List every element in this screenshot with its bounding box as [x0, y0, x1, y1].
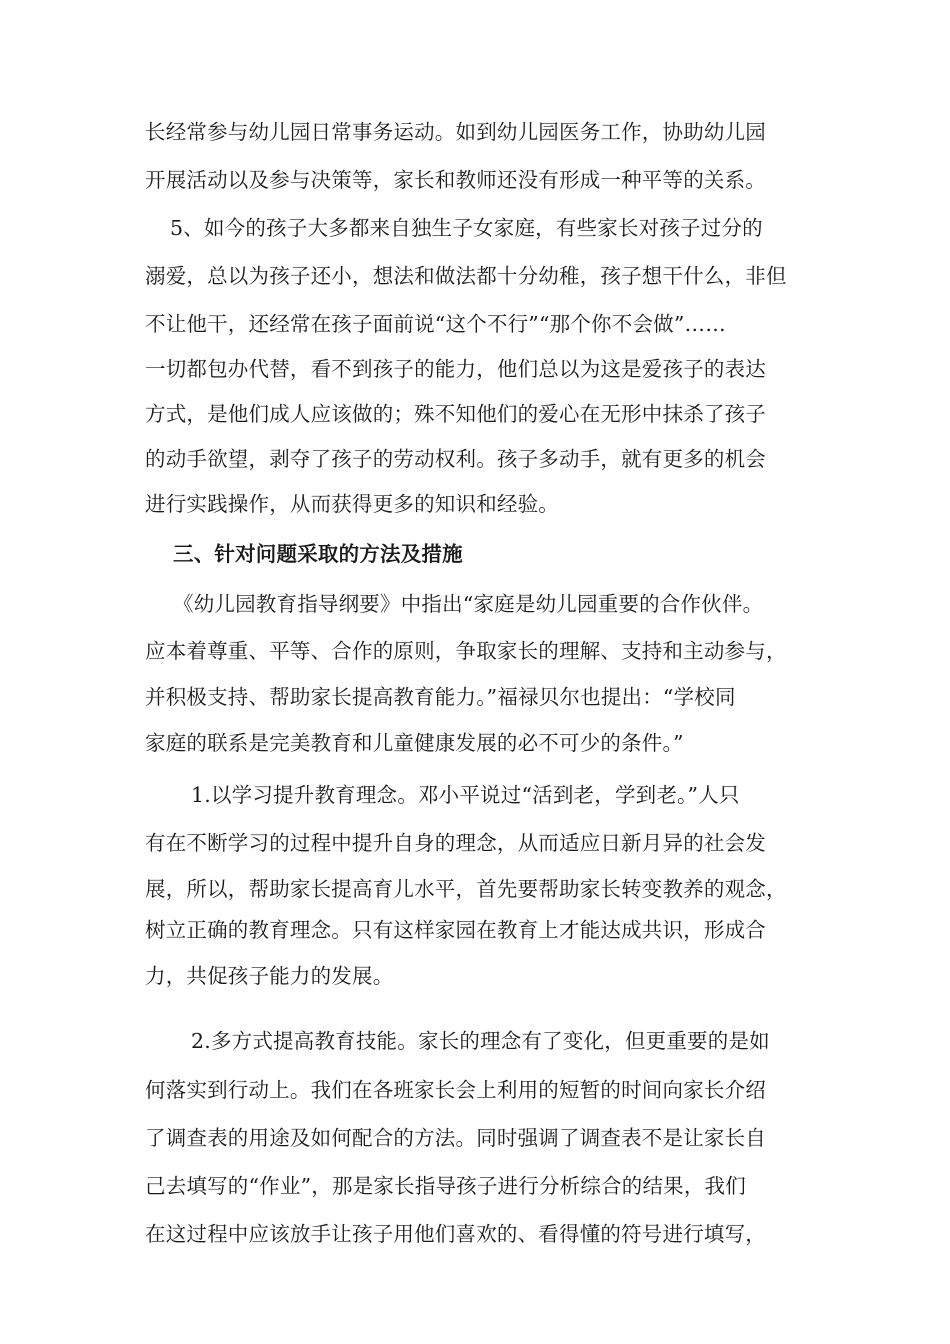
text-line: 方式，是他们成人应该做的；殊不知他们的爱心在无形中抹杀了孩子	[145, 402, 766, 426]
paragraph-5-start: 5、如今的孩子大多都来自独生子女家庭，有些家长对孩子过分的	[170, 216, 763, 240]
text-line: 有在不断学习的过程中提升自身的理念，从而适应日新月异的社会发	[145, 831, 766, 855]
text-line: 了调查表的用途及如何配合的方法。同时强调了调查表不是让家长自	[145, 1126, 766, 1150]
text-line: 进行实践操作，从而获得更多的知识和经验。	[145, 492, 559, 516]
text-line: 展，所以，帮助家长提高育儿水平，首先要帮助家长转变教养的观念，	[145, 877, 787, 901]
item-1-start: 1.以学习提升教育理念。邓小平说过“活到老，学到老。”人只	[191, 783, 740, 807]
text-line: 的动手欲望，剥夺了孩子的劳动权利。孩子多动手，就有更多的机会	[145, 447, 766, 471]
text-line: 应本着尊重、平等、合作的原则，争取家长的理解、支持和主动参与，	[145, 639, 787, 663]
text-line: 不让他干，还经常在孩子面前说“这个不行”“那个你不会做”……	[145, 312, 726, 336]
item-2-start: 2.多方式提高教育技能。家长的理念有了变化，但更重要的是如	[191, 1029, 770, 1053]
text-line: 何落实到行动上。我们在各班家长会上利用的短暂的时间向家长介绍	[145, 1078, 766, 1102]
text-line: 溺爱，总以为孩子还小，想法和做法都十分幼稚，孩子想干什么，非但	[145, 264, 787, 288]
section-heading: 三、针对问题采取的方法及措施	[173, 542, 463, 566]
text-line: 一切都包办代替，看不到孩子的能力，他们总以为这是爱孩子的表达	[145, 357, 766, 381]
text-line: 树立正确的教育理念。只有这样家园在教育上才能达成共识，形成合	[145, 918, 766, 942]
text-line: 己去填写的“作业”，那是家长指导孩子进行分析综合的结果，我们	[145, 1174, 746, 1198]
text-line: 家庭的联系是完美教育和儿童健康发展的必不可少的条件。”	[145, 731, 684, 755]
text-line: 并积极支持、帮助家长提高教育能力。”福禄贝尔也提出：“学校同	[145, 685, 736, 709]
text-line: 开展活动以及参与决策等，家长和教师还没有形成一种平等的关系。	[145, 168, 766, 192]
text-line: 在这过程中应该放手让孩子用他们喜欢的、看得懂的符号进行填写，	[145, 1222, 766, 1246]
text-line: 力，共促孩子能力的发展。	[145, 964, 394, 988]
text-line: 《幼儿园教育指导纲要》中指出“家庭是幼儿园重要的合作伙伴。	[173, 592, 764, 616]
text-line: 长经常参与幼儿园日常事务运动。如到幼儿园医务工作，协助幼儿园	[145, 120, 766, 144]
